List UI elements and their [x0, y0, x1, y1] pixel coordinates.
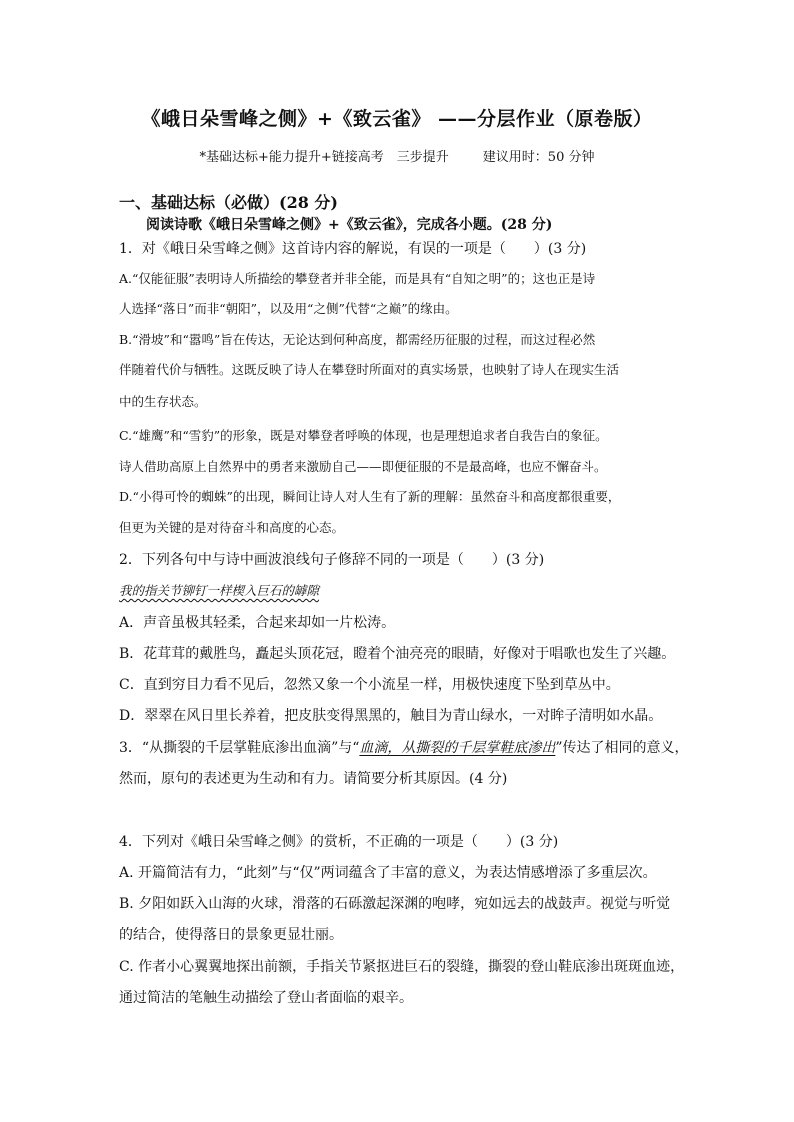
q2-wavy-quote: 我的指关节铆钉一样楔入巨石的罅隙 — [119, 583, 320, 598]
subtitle-steps: *基础达标+能力提升+链接高考 三步提升 — [199, 150, 449, 165]
subtitle-time: 建议用时：50 分钟 — [482, 150, 595, 165]
section-heading: 一、基础达标（必做）(28 分) — [119, 193, 338, 212]
q3-stem-line2: 然而，原句的表述更为生动和有力。请简要分析其原因。(4 分) — [119, 771, 508, 787]
q4-option-c-line1: C. 作者小心翼翼地探出前额，手指关节紧抠进巨石的裂缝，撕裂的登山鞋底渗出斑斑血迹， — [119, 959, 685, 975]
q1-option-c-line1: C.“雄鹰”和“雪豹”的形象，既是对攀登者呼唤的体现，也是理想追求者自我告白的象征。 — [119, 428, 608, 443]
q2-option-c: C．直到穷目力看不见后，忽然又象一个小流星一样，用极快速度下坠到草丛中。 — [119, 677, 620, 693]
q1-option-c-line2: 诗人借助高原上自然界中的勇者来激励自己——即便征服的不是最高峰，也应不懈奋斗。 — [119, 459, 607, 474]
page-title: 《峨日朵雪峰之侧》+《致云雀》 ——分层作业（原卷版） — [141, 108, 653, 130]
q1-option-a-line1: A.“仅能征服”表明诗人所描绘的攀登者并非全能，而是具有“自知之明”的；这也正是诗 — [119, 271, 596, 286]
q3-stem-pre: 3．“从撕裂的千层掌鞋底渗出血滴”与“ — [119, 740, 360, 756]
q3-stem-post: ”传达了相同的意义， — [555, 740, 689, 756]
q1-stem: 1．对《峨日朵雪峰之侧》这首诗内容的解说，有误的一项是（ ）(3 分) — [119, 241, 587, 257]
q2-stem: 2．下列各句中与诗中画波浪线句子修辞不同的一项是（ ）(3 分) — [119, 552, 545, 568]
q4-option-b-line1: B. 夕阳如跃入山海的火球，滑落的石砾激起深渊的咆哮，宛如远去的战鼓声。视觉与听觉 — [119, 896, 671, 912]
q4-option-c-line2: 通过简洁的笔触生动描绘了登山者面临的艰辛。 — [119, 990, 413, 1006]
q1-option-d-line2: 但更为关键的是对待奋斗和高度的心态。 — [119, 520, 345, 535]
q4-option-b-line2: 的结合，使得落日的景象更显壮丽。 — [119, 927, 343, 943]
q4-option-a: A. 开篇简洁有力，“此刻”与“仅”两词蕴含了丰富的意义，为表达情感增添了多重层次。 — [119, 865, 657, 881]
q4-stem: 4．下列对《峨日朵雪峰之侧》的赏析，不正确的一项是（ ）(3 分) — [119, 834, 559, 850]
q1-option-b-line3: 中的生存状态。 — [119, 394, 207, 409]
q1-option-b-line2: 伴随着代价与牺牲。这既反映了诗人在攀登时所面对的真实场景，也映射了诗人在现实生活 — [119, 362, 620, 377]
q2-option-b: B．花茸茸的戴胜鸟，矗起头顶花冠，瞪着个油亮亮的眼睛，好像对于唱歌也发生了兴趣。 — [119, 646, 676, 662]
q2-option-a: A．声音虽极其轻柔，合起来却如一片松涛。 — [119, 615, 396, 631]
q2-option-d: D．翠翠在风日里长养着，把皮肤变得黑黑的，触目为青山绿水，一对眸子清明如水晶。 — [119, 708, 663, 724]
q1-option-d-line1: D.“小得可怜的蜘蛛”的出现，瞬间让诗人对人生有了新的理解：虽然奋斗和高度都很重要， — [119, 489, 621, 504]
q2-quote-line — [119, 582, 319, 600]
q1-option-b-line1: B.“滑坡”和“嚣鸣”旨在传达，无论达到何种高度，都需经历征服的过程，而这过程必然 — [119, 332, 596, 347]
q1-option-a-line2: 人选择“落日”而非“朝阳”，以及用“之侧”代替“之巅”的缘由。 — [119, 301, 458, 316]
section-instruction: 阅读诗歌《峨日朵雪峰之侧》+《致云雀》，完成各小题。(28 分) — [146, 217, 553, 233]
q3-stem-line1 — [119, 739, 689, 757]
q3-underlined-quote: 血滴，从撕裂的千层掌鞋底渗出 — [359, 740, 556, 756]
page-subtitle — [0, 146, 794, 165]
